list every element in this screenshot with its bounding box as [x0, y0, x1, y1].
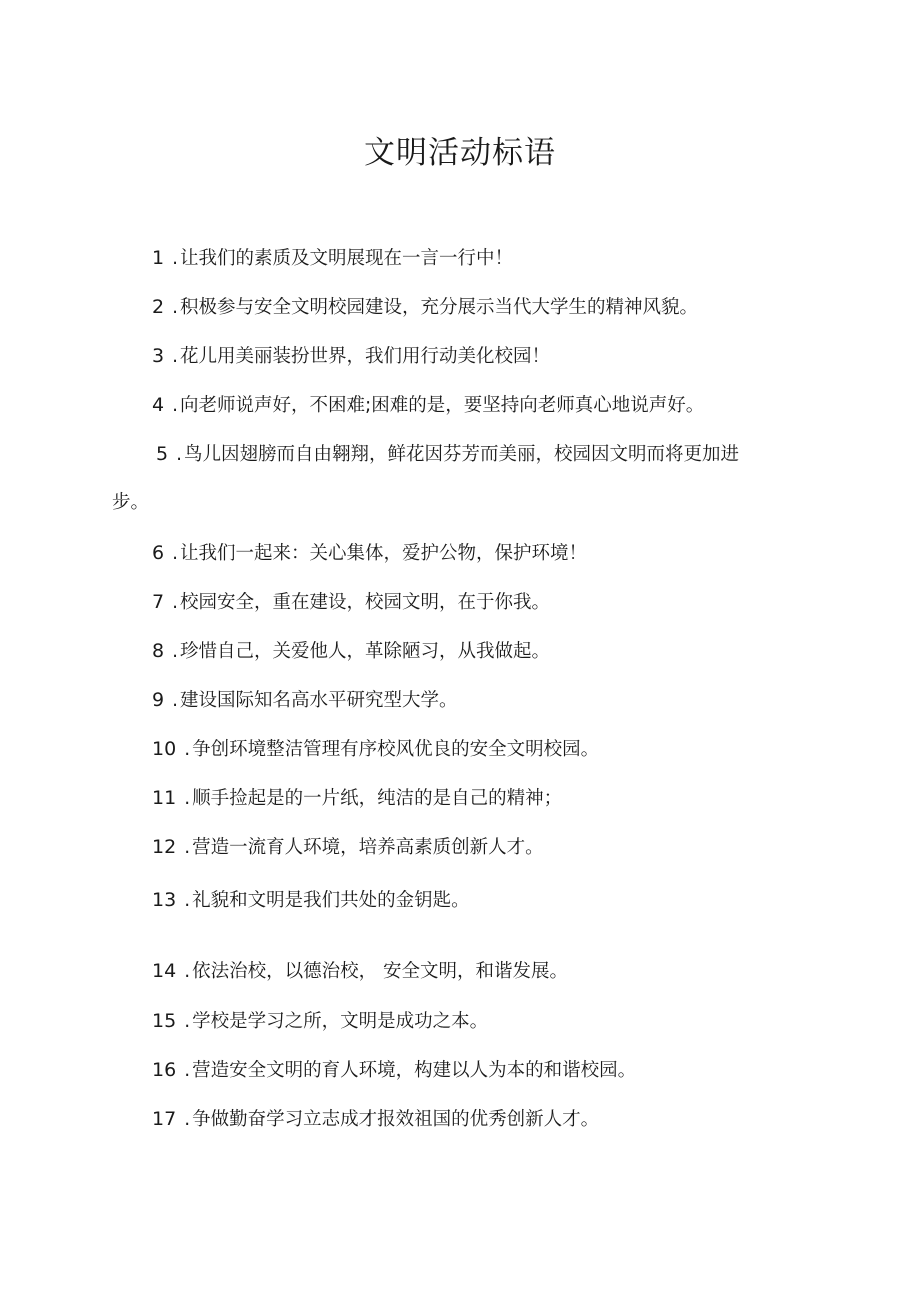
item-number: 15: [152, 1010, 177, 1032]
list-item: [152, 589, 550, 616]
item-separator: .: [184, 739, 191, 760]
item-separator: .: [184, 788, 191, 809]
item-separator: .: [172, 346, 178, 367]
item-separator: .: [172, 297, 178, 318]
item-text: 让我们的素质及文明展现在一言一行中！: [179, 248, 513, 269]
item-number: 8: [152, 640, 165, 662]
item-text: 让我们一起来：关心集体，爱护公物，保护环境！: [179, 543, 587, 564]
list-item: [152, 1008, 488, 1035]
item-text: 礼貌和文明是我们共处的金钥匙。: [192, 890, 470, 911]
item-separator: .: [184, 837, 191, 858]
item-text: 向老师说声好，不困难;困难的是，要坚持向老师真心地说声好。: [179, 395, 705, 416]
list-item: [152, 294, 698, 321]
item-number: 1: [152, 247, 165, 269]
item-separator: .: [172, 690, 178, 711]
list-item: [152, 736, 599, 763]
item-text: 争创环境整洁管理有序校风优良的安全文明校园。: [192, 739, 600, 760]
list-item: [152, 392, 704, 419]
item-number: 6: [152, 542, 165, 564]
list-item: [156, 441, 739, 468]
item-separator: .: [184, 890, 191, 911]
list-item: [152, 887, 470, 914]
list-item: [152, 687, 458, 714]
list-item: [152, 1057, 636, 1084]
item-text: 积极参与安全文明校园建设，充分展示当代大学生的精神风貌。: [179, 297, 698, 318]
item-separator: .: [172, 592, 178, 613]
item-number: 9: [152, 689, 165, 711]
list-item: [152, 1106, 599, 1133]
item-number: 12: [152, 836, 177, 858]
item-separator: .: [184, 1060, 191, 1081]
item-separator: .: [184, 1109, 191, 1130]
item-text: 争做勤奋学习立志成才报效祖国的优秀创新人才。: [192, 1109, 600, 1130]
document-title: 文明活动标语: [364, 135, 556, 171]
list-item: [152, 343, 550, 370]
item-number: 17: [152, 1108, 177, 1130]
item-separator: .: [172, 248, 178, 269]
list-item: [152, 834, 544, 861]
item-separator: .: [184, 1011, 191, 1032]
item-text: 建设国际知名高水平研究型大学。: [179, 690, 458, 711]
item-number: 16: [152, 1059, 177, 1081]
item-separator: .: [184, 961, 191, 982]
item-number: 14: [152, 960, 177, 982]
item-number: 10: [152, 738, 177, 760]
item-number: 3: [152, 345, 165, 367]
item-number: 13: [152, 889, 177, 911]
item-separator: .: [176, 444, 182, 465]
item-number: 5: [156, 443, 169, 465]
item-text: 依法治校，以德治校， 安全文明，和谐发展。: [192, 961, 568, 982]
item-separator: .: [172, 641, 178, 662]
item-number: 7: [152, 591, 165, 613]
item-text: 鸟儿因翅膀而自由翱翔，鲜花因芬芳而美丽，校园因文明而将更加进: [183, 444, 739, 465]
list-item: [152, 638, 550, 665]
item-separator: .: [172, 543, 178, 564]
item-text: 校园安全，重在建设，校园文明，在于你我。: [179, 592, 550, 613]
list-item: [152, 540, 587, 567]
list-item: [152, 785, 562, 812]
item-number: 11: [152, 787, 177, 809]
list-item: [152, 245, 513, 272]
item-text: 营造安全文明的育人环境，构建以人为本的和谐校园。: [192, 1060, 637, 1081]
item-text: 营造一流育人环境，培养高素质创新人才。: [192, 837, 544, 858]
list-item-continuation: 步。: [112, 492, 150, 513]
list-item: [152, 958, 568, 985]
item-separator: .: [172, 395, 178, 416]
item-text: 学校是学习之所，文明是成功之本。: [192, 1011, 489, 1032]
item-text: 花儿用美丽装扮世界，我们用行动美化校园！: [179, 346, 550, 367]
item-text: 顺手捡起是的一片纸，纯洁的是自己的精神；: [192, 788, 563, 809]
item-text: 珍惜自己，关爱他人，革除陋习，从我做起。: [179, 641, 550, 662]
item-number: 4: [152, 394, 165, 416]
item-number: 2: [152, 296, 165, 318]
